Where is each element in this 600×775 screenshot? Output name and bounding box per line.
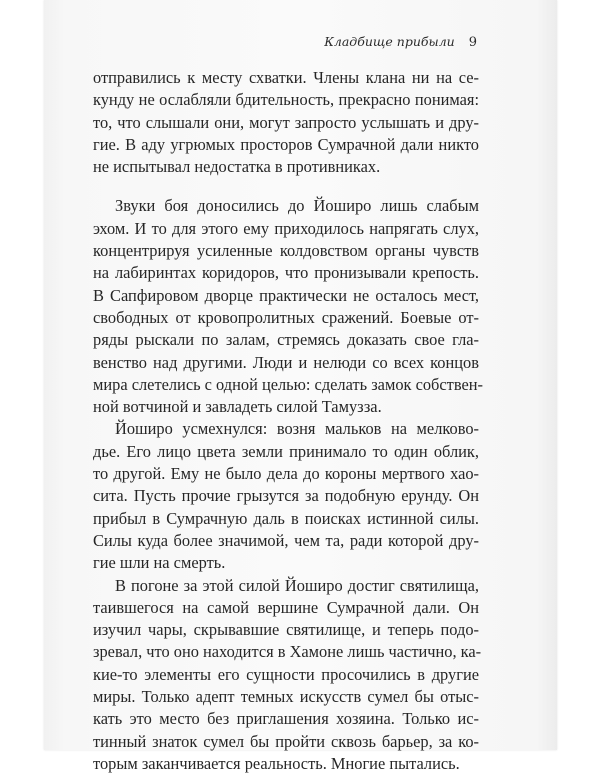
text-line: ряды рыскали по залам, стремясь доказать свое гла- [93, 330, 479, 350]
running-title: Кладбище прибыли [324, 34, 455, 49]
page-number: 9 [468, 35, 477, 50]
text-line: отправились к месту схватки. Члены клана ни на се- [93, 68, 479, 87]
text-line: гие шли на смерть. [93, 553, 226, 573]
text-line: мира слетелись с одной целью: сделать замок собствен- [93, 374, 483, 394]
text-line: дье. Его лицо цвета земли принимало то один облик, [93, 441, 479, 461]
text-line: прибыл в Сумрачную даль в поисках истинной силы. [93, 508, 479, 528]
text-line: Силы куда более значимой, чем та, ради которой дру- [93, 530, 479, 550]
text-line: В Сапфировом дворце практически не осталось мест, [93, 285, 479, 305]
text-line: эхом. И то для этого ему приходилось напрягать слух, [93, 218, 479, 238]
text-line: кунду не ослабляли бдительность, прекрасно понимая: [93, 90, 479, 110]
text-line: кие-то элементы его сущности просочились в другие [93, 664, 479, 684]
text-line: В погоне за этой силой Йоширо достиг святилища, [115, 575, 479, 595]
paragraph [93, 575, 482, 775]
running-header [324, 34, 477, 50]
text-line: Звуки боя доносились до Йоширо лишь слабым [115, 196, 479, 216]
paragraph [93, 418, 479, 574]
text-line: концентрируя усиленные колдовством органы чувств [93, 241, 479, 261]
paragraph [93, 195, 483, 418]
text-line: не испытывал недостатка в противниках. [93, 157, 381, 177]
text-line: то, что слышали они, могут запросто услышать и дру- [93, 112, 479, 132]
text-line: тинный знаток сумел бы пройти сквозь барьер, за ко- [93, 731, 479, 751]
text-line: изучил чары, скрывавшие святилище, и теперь подо- [93, 620, 479, 640]
text-line: ной вотчиной и завладеть силой Тамузза. [93, 397, 382, 417]
text-line: свободных от кровопролитных сражений. Боевые от- [93, 307, 479, 327]
text-line: торым заканчивается реальность. Многие пытались. [93, 753, 460, 773]
text-line: кать это место без приглашения хозяина. Только ис- [93, 709, 479, 729]
text-line: гие. В аду угрюмых просторов Сумрачной дали никто [93, 134, 479, 154]
paragraph-gap [93, 178, 479, 195]
text-line: Йоширо усмехнулся: возня мальков на мелково- [115, 419, 479, 439]
text-line: то другой. Ему не было дела до короны мертвого хао- [93, 464, 479, 484]
text-line: зревал, что оно находится в Хамоне лишь частично, ка- [93, 642, 482, 662]
book-page [44, 0, 557, 773]
paragraph [93, 67, 479, 178]
text-line: миры. Только адепт темных искусств сумел бы отыс- [93, 687, 479, 707]
text-line: на лабиринтах коридоров, что пронизывали крепость. [93, 263, 479, 283]
text-line: венство над другими. Люди и нелюди со всех концов [93, 352, 479, 372]
text-line: сита. Пусть прочие грызутся за подобную ерунду. Он [93, 486, 479, 506]
text-line: таившегося на самой вершине Сумрачной дали. Он [93, 597, 479, 617]
body-text [93, 67, 483, 775]
